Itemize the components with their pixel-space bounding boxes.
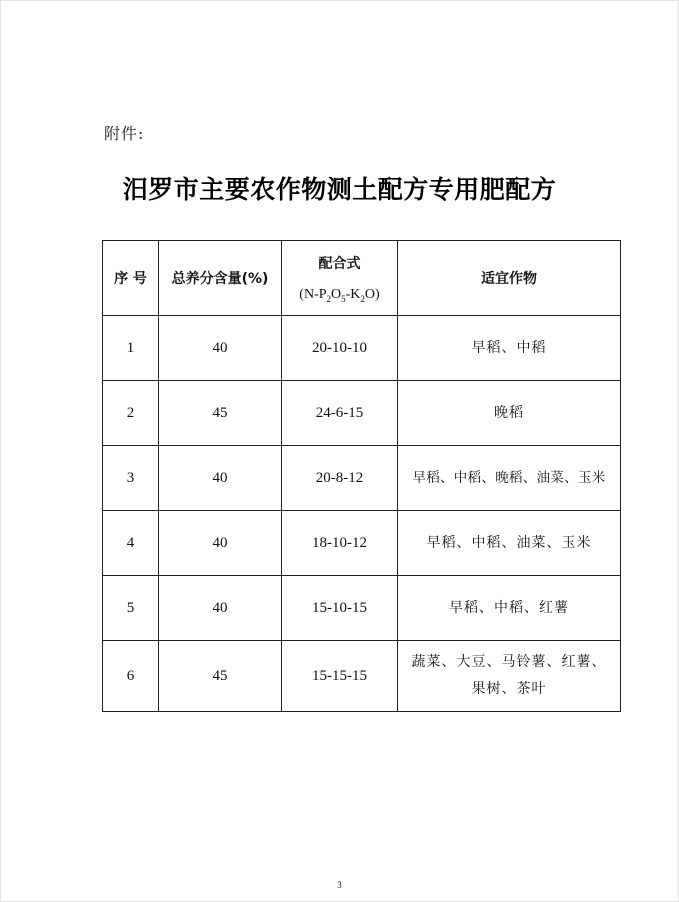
cell-formula: 24-6-15 xyxy=(282,381,398,446)
header-crops: 适宜作物 xyxy=(398,241,621,316)
cell-total: 45 xyxy=(159,641,282,712)
cell-formula: 20-10-10 xyxy=(282,316,398,381)
cell-formula: 20-8-12 xyxy=(282,446,398,511)
cell-crops: 早稻、中稻、晚稻、油菜、玉米 xyxy=(398,446,621,511)
cell-index: 3 xyxy=(103,446,159,511)
table-row xyxy=(103,316,621,381)
page-number: 3 xyxy=(337,880,342,890)
cell-total: 40 xyxy=(159,446,282,511)
cell-index: 2 xyxy=(103,381,159,446)
header-total-nutrient: 总养分含量(%) xyxy=(159,241,282,316)
table-row xyxy=(103,511,621,576)
cell-crops: 早稻、中稻、油菜、玉米 xyxy=(398,511,621,576)
cell-total: 40 xyxy=(159,576,282,641)
header-formula-sub: $(N-P_2O_5-K_2O)$ xyxy=(299,286,380,304)
cell-formula: 18-10-12 xyxy=(282,511,398,576)
cell-total: 40 xyxy=(159,316,282,381)
cell-crops: 早稻、中稻、红薯 xyxy=(398,576,621,641)
cell-index: 5 xyxy=(103,576,159,641)
header-formula xyxy=(282,241,398,316)
cell-index: 1 xyxy=(103,316,159,381)
cell-total: 40 xyxy=(159,511,282,576)
cell-formula: 15-10-15 xyxy=(282,576,398,641)
header-index: 序 号 xyxy=(103,241,159,316)
header-formula-label: 配合式 xyxy=(318,255,361,272)
cell-total: 45 xyxy=(159,381,282,446)
cell-crops: 晚稻 xyxy=(398,381,621,446)
table-row xyxy=(103,641,621,712)
table-row xyxy=(103,576,621,641)
table-row xyxy=(103,381,621,446)
table-header-row xyxy=(103,241,621,316)
document-title: 汨罗市主要农作物测土配方专用肥配方 xyxy=(122,175,557,204)
cell-index: 6 xyxy=(103,641,159,712)
cell-crops-line1: 蔬菜、大豆、马铃薯、红薯、 xyxy=(411,654,607,670)
attachment-label: 附件: xyxy=(104,124,145,143)
table-row xyxy=(103,446,621,511)
cell-index: 4 xyxy=(103,511,159,576)
cell-formula: 15-15-15 xyxy=(282,641,398,712)
cell-crops xyxy=(398,641,621,712)
fertilizer-formula-table xyxy=(102,240,621,712)
cell-crops-line2: 果树、茶叶 xyxy=(471,681,547,697)
cell-crops: 早稻、中稻 xyxy=(398,316,621,381)
